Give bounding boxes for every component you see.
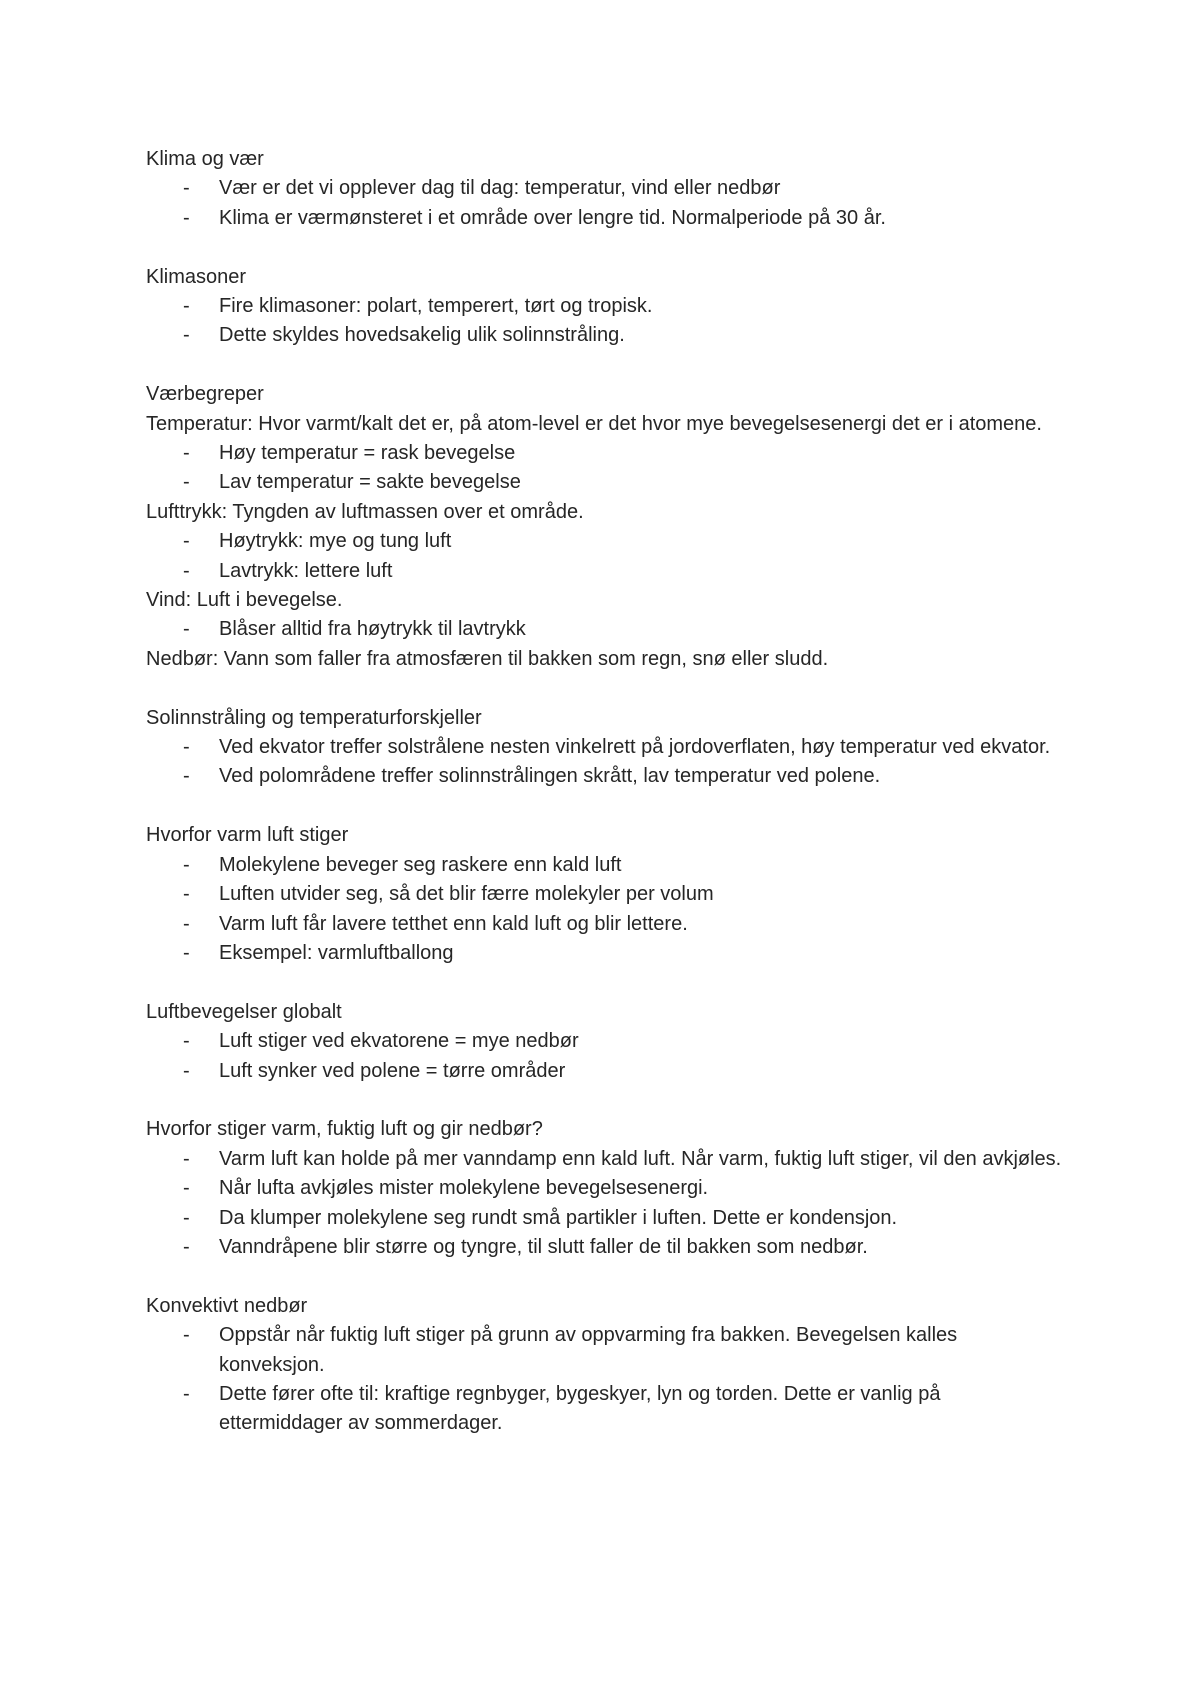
dash-bullet-icon: - <box>183 1147 190 1170</box>
list-item-text: Vær er det vi opplever dag til dag: temperatur, vind eller nedbør <box>219 177 781 200</box>
section-konvektivt-nedbor <box>146 1292 1066 1439</box>
list-item-text: Når lufta avkjøles mister molekylene bevegelsesenergi. <box>219 1177 709 1200</box>
list-item <box>146 1174 1066 1203</box>
dash-bullet-icon: - <box>183 1177 190 1200</box>
section-heading: Konvektivt nedbør <box>146 1294 308 1317</box>
section-heading: Klima og vær <box>146 148 264 170</box>
list-item <box>146 733 1066 762</box>
list-item <box>146 880 1066 909</box>
list-item <box>146 1057 1066 1086</box>
dash-bullet-icon: - <box>183 530 190 553</box>
list-item-text: Klima er værmønsteret i et område over lengre tid. Normalperiode på 30 år. <box>219 206 886 229</box>
dash-bullet-icon: - <box>183 941 190 964</box>
list-item <box>146 1380 1066 1439</box>
list-item-text: Luft stiger ved ekvatorene = mye nedbør <box>219 1030 579 1053</box>
list-item-text: Dette skyldes hovedsakelig ulik solinnstråling. <box>219 324 625 347</box>
list-item <box>146 527 1066 556</box>
list-item-text: Høytrykk: mye og tung luft <box>219 530 452 553</box>
list-item-text: Høy temperatur = rask bevegelse <box>219 442 516 465</box>
list-item-text: Lavtrykk: lettere luft <box>219 559 393 582</box>
dash-bullet-icon: - <box>183 1382 190 1405</box>
list-item-text: Dette fører ofte til: kraftige regnbyger, bygeskyer, lyn og torden. Dette er vanlig på ettermiddager av sommerdager. <box>219 1382 941 1435</box>
list-item <box>146 468 1066 497</box>
bullet-list <box>146 615 1066 644</box>
list-item-text: Ved polområdene treffer solinnstrålingen skrått, lav temperatur ved polene. <box>219 765 881 788</box>
dash-bullet-icon: - <box>183 559 190 582</box>
section-heading: Hvorfor stiger varm, fuktig luft og gir nedbør? <box>146 1118 543 1141</box>
bullet-list <box>146 1145 1066 1263</box>
section-heading: Hvorfor varm luft stiger <box>146 824 349 847</box>
list-item-text: Varm luft får lavere tetthet enn kald luft og blir lettere. <box>219 912 688 935</box>
term-definition-lufttrykk: Lufttrykk: Tyngden av luftmassen over et område. <box>146 500 584 523</box>
dash-bullet-icon: - <box>183 1059 190 1082</box>
list-item <box>146 1321 1066 1380</box>
term-definition-temperatur: Temperatur: Hvor varmt/kalt det er, på atom-level er det hvor mye bevegelsesenergi det er i atomene. <box>146 412 1042 435</box>
dash-bullet-icon: - <box>183 912 190 935</box>
section-heading: Klimasoner <box>146 265 247 288</box>
list-item-text: Ved ekvator treffer solstrålene nesten vinkelrett på jordoverflaten, høy temperatur ved ekvator. <box>219 736 1051 759</box>
list-item <box>146 1204 1066 1233</box>
list-item <box>146 557 1066 586</box>
bullet-list <box>146 439 1066 498</box>
list-item-text: Varm luft kan holde på mer vanndamp enn kald luft. Når varm, fuktig luft stiger, vil den avkjøles. <box>219 1147 1062 1170</box>
list-item-text: Luft synker ved polene = tørre områder <box>219 1059 566 1082</box>
list-item-text: Vanndråpene blir større og tyngre, til slutt faller de til bakken som nedbør. <box>219 1235 868 1258</box>
list-item <box>146 204 1066 233</box>
dash-bullet-icon: - <box>183 324 190 347</box>
dash-bullet-icon: - <box>183 883 190 906</box>
document-body <box>146 145 1066 1468</box>
dash-bullet-icon: - <box>183 765 190 788</box>
dash-bullet-icon: - <box>183 471 190 494</box>
list-item-text: Blåser alltid fra høytrykk til lavtrykk <box>219 618 526 641</box>
bullet-list <box>146 527 1066 586</box>
dash-bullet-icon: - <box>183 206 190 229</box>
list-item <box>146 939 1066 968</box>
list-item <box>146 174 1066 203</box>
section-luftbevegelser-globalt <box>146 998 1066 1086</box>
section-heading: Værbegreper <box>146 383 264 406</box>
dash-bullet-icon: - <box>183 295 190 318</box>
bullet-list <box>146 851 1066 969</box>
list-item <box>146 910 1066 939</box>
bullet-list <box>146 292 1066 351</box>
list-item-text: Lav temperatur = sakte bevegelse <box>219 471 521 494</box>
list-item <box>146 1027 1066 1056</box>
term-definition-nedbor: Nedbør: Vann som faller fra atmosfæren til bakken som regn, snø eller sludd. <box>146 647 829 670</box>
section-hvorfor-stiger-fuktig-luft <box>146 1115 1066 1262</box>
list-item <box>146 615 1066 644</box>
list-item <box>146 851 1066 880</box>
dash-bullet-icon: - <box>183 1206 190 1229</box>
dash-bullet-icon: - <box>183 736 190 759</box>
list-item <box>146 762 1066 791</box>
list-item-text: Molekylene beveger seg raskere enn kald luft <box>219 853 622 876</box>
dash-bullet-icon: - <box>183 177 190 200</box>
dash-bullet-icon: - <box>183 618 190 641</box>
section-klima-og-vaer <box>146 145 1066 233</box>
dash-bullet-icon: - <box>183 1235 190 1258</box>
section-klimasoner <box>146 263 1066 351</box>
list-item <box>146 1233 1066 1262</box>
dash-bullet-icon: - <box>183 853 190 876</box>
list-item <box>146 321 1066 350</box>
list-item-text: Da klumper molekylene seg rundt små partikler i luften. Dette er kondensjon. <box>219 1206 898 1229</box>
dash-bullet-icon: - <box>183 1324 190 1347</box>
list-item-text: Fire klimasoner: polart, temperert, tørt og tropisk. <box>219 295 653 318</box>
bullet-list <box>146 1027 1066 1086</box>
list-item <box>146 1145 1066 1174</box>
section-vaerbegreper <box>146 380 1066 674</box>
bullet-list <box>146 1321 1066 1439</box>
dash-bullet-icon: - <box>183 1030 190 1053</box>
list-item <box>146 439 1066 468</box>
section-heading: Luftbevegelser globalt <box>146 1000 342 1023</box>
list-item <box>146 292 1066 321</box>
term-definition-vind: Vind: Luft i bevegelse. <box>146 589 343 612</box>
dash-bullet-icon: - <box>183 442 190 465</box>
section-hvorfor-varm-luft-stiger <box>146 821 1066 968</box>
bullet-list <box>146 174 1066 233</box>
list-item-text: Eksempel: varmluftballong <box>219 941 454 964</box>
list-item-text: Oppstår når fuktig luft stiger på grunn av oppvarming fra bakken. Bevegelsen kalles konveksjon. <box>219 1324 958 1376</box>
section-heading: Solinnstråling og temperaturforskjeller <box>146 706 482 729</box>
bullet-list <box>146 733 1066 792</box>
list-item-text: Luften utvider seg, så det blir færre molekyler per volum <box>219 883 714 906</box>
section-solinnstraling <box>146 704 1066 792</box>
